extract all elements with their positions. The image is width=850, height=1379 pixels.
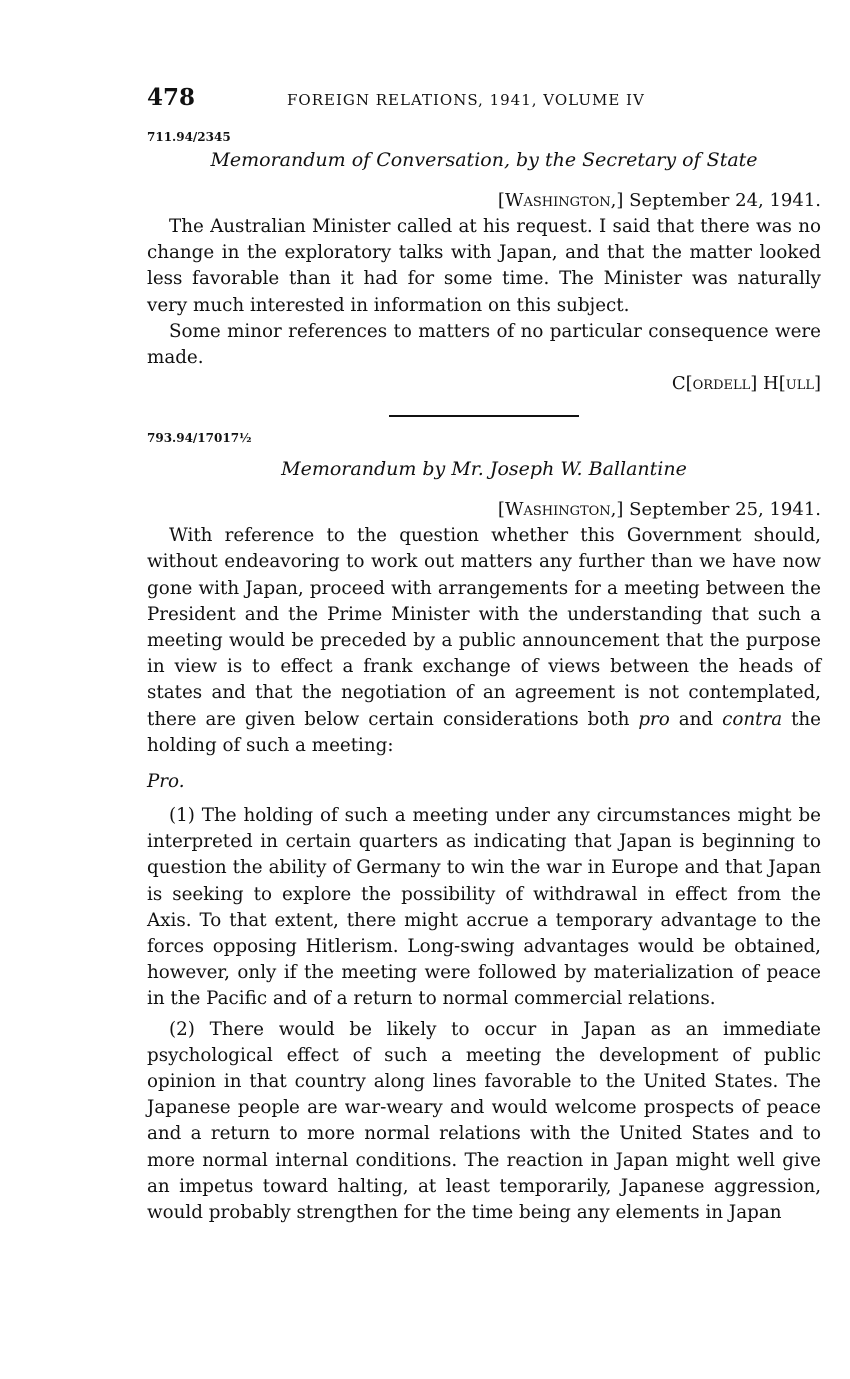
section-divider [389,415,579,417]
section-label: Pro. [147,771,185,793]
intro-text: With reference to the question whether this Government should, without endeavoring to work out matters any further than we have now gone with Japan, proceed with arrangements for a meeting between the President and the Prime Minister with the understanding that such a meeting would be preceded by a public announcement that the purpose in view is to effect a frank exchange of views between the heads of states and that the negotiation of an agreement is not contemplated, there are given below certain considerations both [147,525,821,730]
date-place: [Washington,] [497,190,624,211]
paragraph: Some minor references to matters of no particular consequence were made. [147,320,821,369]
date-place: [Washington,] [497,499,624,521]
numbered-point: (2) There would be likely to occur in Japan as an immediate psychological effect of such a meeting the development of public opinion in that country along lines favorable to the United States. The Japanese people are war-weary and would welcome prospects of peace and a return to more normal relations with the United States and to more normal internal conditions. The reaction in Japan might well give an impetus toward halting, at least temporarily, Japanese aggression, would probably strengthen for the time being any elements in Japan [147,1018,821,1224]
memo-title: Memorandum of Conversation, by the Secretary of State [210,149,758,171]
date-line [147,497,821,523]
intro-and: and [678,708,714,730]
intro-paragraph [147,523,821,759]
signature: C[ordell] H[ull] [671,373,821,395]
paragraph: The Australian Minister called at his request. I said that there was no change in the exploratory talks with Japan, and that the matter looked less favorable than it had for some time. The Minister was naturally very much interested in information on this subject. [147,216,821,316]
pro-term: pro [638,708,670,730]
file-number: 793.94/17017½ [147,431,252,446]
memo-title: Memorandum by Mr. Joseph W. Ballantine [281,458,687,481]
running-head [147,84,821,116]
page-number: 478 [147,84,196,111]
date-text: September 24, 1941. [629,190,821,211]
running-title: FOREIGN RELATIONS, 1941, VOLUME IV [287,91,645,109]
document-page [147,84,821,1226]
contra-term: contra [722,708,783,730]
numbered-point: (1) The holding of such a meeting under any circumstances might be interpreted in certain quarters as indicating that Japan is beginning to question the ability of Germany to win the war in Europe and that Japan is seeking to explore the possibility of withdrawal in effect from the Axis. To that extent, there might accrue a temporary advantage to the forces opposing Hitlerism. Long-swing advantages would be obtained, however, only if the meeting were followed by materialization of peace in the Pacific and of a return to normal commercial relations. [147,805,821,1010]
date-text: September 25, 1941. [629,499,821,521]
intro-end: the holding of such a meeting: [147,708,822,756]
date-line [147,188,821,214]
file-number: 711.94/2345 [147,130,231,144]
